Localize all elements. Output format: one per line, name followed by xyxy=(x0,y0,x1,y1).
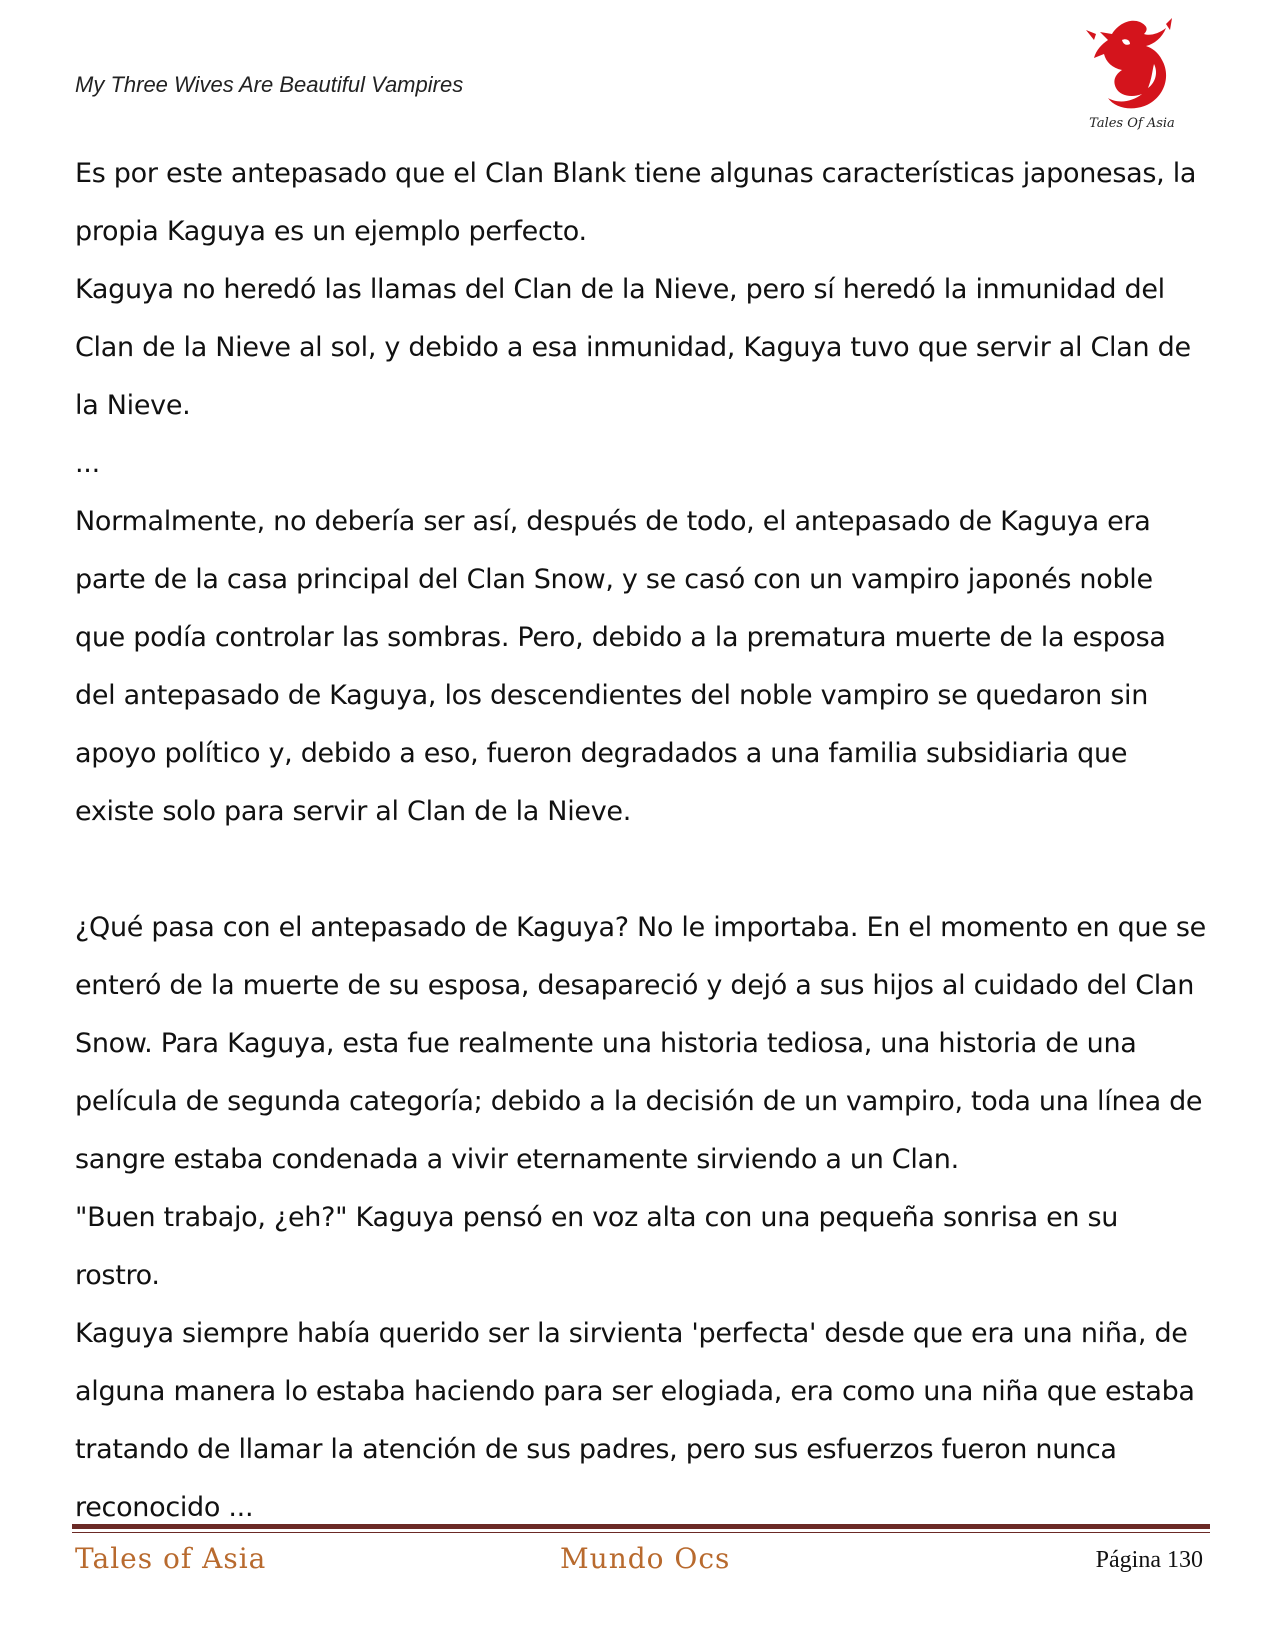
footer-site: Mundo Ocs xyxy=(560,1542,731,1575)
footer-publisher: Tales of Asia xyxy=(75,1542,267,1575)
publisher-logo xyxy=(1082,14,1182,136)
paragraph: ¿Qué pasa con el antepasado de Kaguya? No le importaba. En el momento en que se enteró de la muerte de su esposa, desapareció y dejó a sus hijos al cuidado del Clan Snow. Para Kaguya, esta fue realmente una historia tediosa, una historia de una película de segunda categoría; debido a la decisión de un vampiro, toda una línea de sangre estaba condenada a vivir eternamente sirviendo a un Clan. xyxy=(75,912,1206,1175)
document-body xyxy=(75,145,1210,1537)
paragraph: Es por este antepasado que el Clan Blank tiene algunas características japonesas, la propia Kaguya es un ejemplo perfecto. xyxy=(75,158,1197,247)
paragraph: Kaguya siempre había querido ser la sirvienta 'perfecta' desde que era una niña, de alguna manera lo estaba haciendo para ser elogiada, era como una niña que estaba tratando de llamar la atención de sus padres, pero sus esfuerzos fueron nunca reconocido ... xyxy=(75,1318,1195,1523)
document-header-title: My Three Wives Are Beautiful Vampires xyxy=(75,72,464,97)
footer-divider xyxy=(72,1524,1210,1529)
paragraph: Normalmente, no debería ser así, después de todo, el antepasado de Kaguya era parte de la casa principal del Clan Snow, y se casó con un vampiro japonés noble que podía controlar las sombras. Pero, debido a la prematura muerte de la esposa del antepasado de Kaguya, los descendientes del noble vampiro se quedaron sin apoyo político y, debido a eso, fueron degradados a una familia subsidiaria que existe solo para servir al Clan de la Nieve. xyxy=(75,506,1166,827)
paragraph: Kaguya no heredó las llamas del Clan de la Nieve, pero sí heredó la inmunidad del Clan de la Nieve al sol, y debido a esa inmunidad, Kaguya tuvo que servir al Clan de la Nieve. xyxy=(75,274,1191,421)
logo-caption: Tales Of Asia xyxy=(1089,116,1175,131)
footer-divider-thin xyxy=(72,1532,1210,1533)
paragraph: ... xyxy=(75,448,100,479)
dragon-icon xyxy=(1082,14,1182,114)
page-number: Página 130 xyxy=(1095,1547,1203,1573)
paragraph: "Buen trabajo, ¿eh?" Kaguya pensó en voz alta con una pequeña sonrisa en su rostro. xyxy=(75,1202,1119,1291)
